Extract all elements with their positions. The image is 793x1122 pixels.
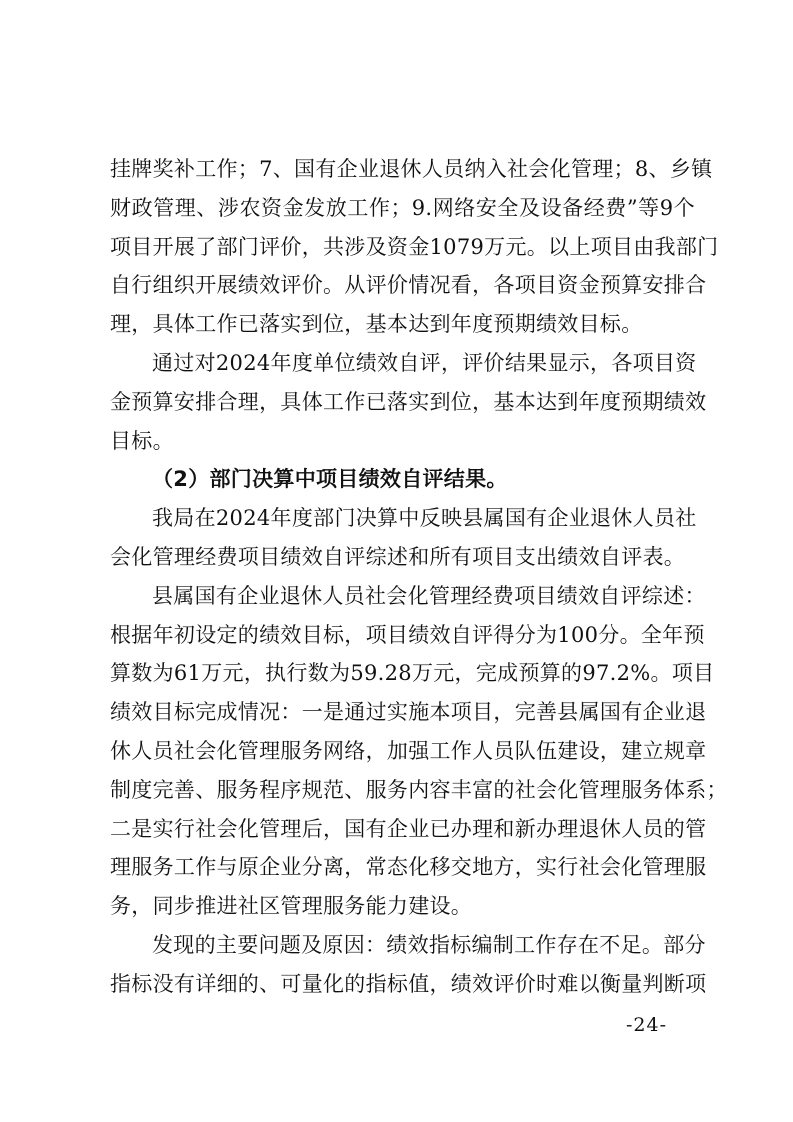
paragraph-first-line: 县属国有企业退休人员社会化管理经费项目绩效自评综述： xyxy=(152,583,706,608)
paragraph-first-line: 发现的主要问题及原因：绩效指标编制工作存在不足。部分 xyxy=(152,932,706,957)
text-line: 务，同步推进社区管理服务能力建设。 xyxy=(110,894,473,919)
text-line: 挂牌奖补工作；7、国有企业退休人员纳入社会化管理；8、乡镇 xyxy=(110,157,713,181)
paragraph-first-line: 通过对2024年度单位绩效自评，评价结果显示，各项目资 xyxy=(152,350,697,375)
text-line: 目标。 xyxy=(110,428,174,453)
text-line: 休人员社会化管理服务网络，加强工作人员队伍建设，建立规章 xyxy=(110,738,707,763)
text-line: 自行组织开展绩效评价。从评价情况看，各项目资金预算安排合 xyxy=(110,273,707,298)
text-line: 财政管理、涉农资金发放工作；9.网络安全及设备经费”等9个 xyxy=(110,195,695,220)
text-line: 根据年初设定的绩效目标，项目绩效自评得分为100分。全年预 xyxy=(110,622,705,647)
text-line: 算数为61万元，执行数为59.28万元，完成预算的97.2%。项目 xyxy=(110,661,715,686)
section-heading: （2）部门决算中项目绩效自评结果。 xyxy=(152,467,508,492)
text-line: 二是实行社会化管理后，国有企业已办理和新办理退休人员的管 xyxy=(110,816,707,841)
paragraph-first-line: 我局在2024年度部门决算中反映县属国有企业退休人员社 xyxy=(152,506,697,531)
text-line: 制度完善、服务程序规范、服务内容丰富的社会化管理服务体系； xyxy=(110,777,728,802)
text-line: 指标没有详细的、可量化的指标值，绩效评价时难以衡量判断项 xyxy=(110,971,707,996)
text-line: 金预算安排合理，具体工作已落实到位，基本达到年度预期绩效 xyxy=(110,389,707,414)
text-line: 会化管理经费项目绩效自评综述和所有项目支出绩效自评表。 xyxy=(110,544,686,569)
page-number: -24- xyxy=(626,1014,668,1036)
text-line: 理，具体工作已落实到位，基本达到年度预期绩效目标。 xyxy=(110,312,643,337)
text-line: 绩效目标完成情况：一是通过实施本项目，完善县属国有企业退 xyxy=(110,700,707,725)
text-line: 理服务工作与原企业分离，常态化移交地方，实行社会化管理服 xyxy=(110,855,707,880)
body-text xyxy=(110,150,728,1004)
text-line: 项目开展了部门评价，共涉及资金1079万元。以上项目由我部门 xyxy=(110,234,719,259)
